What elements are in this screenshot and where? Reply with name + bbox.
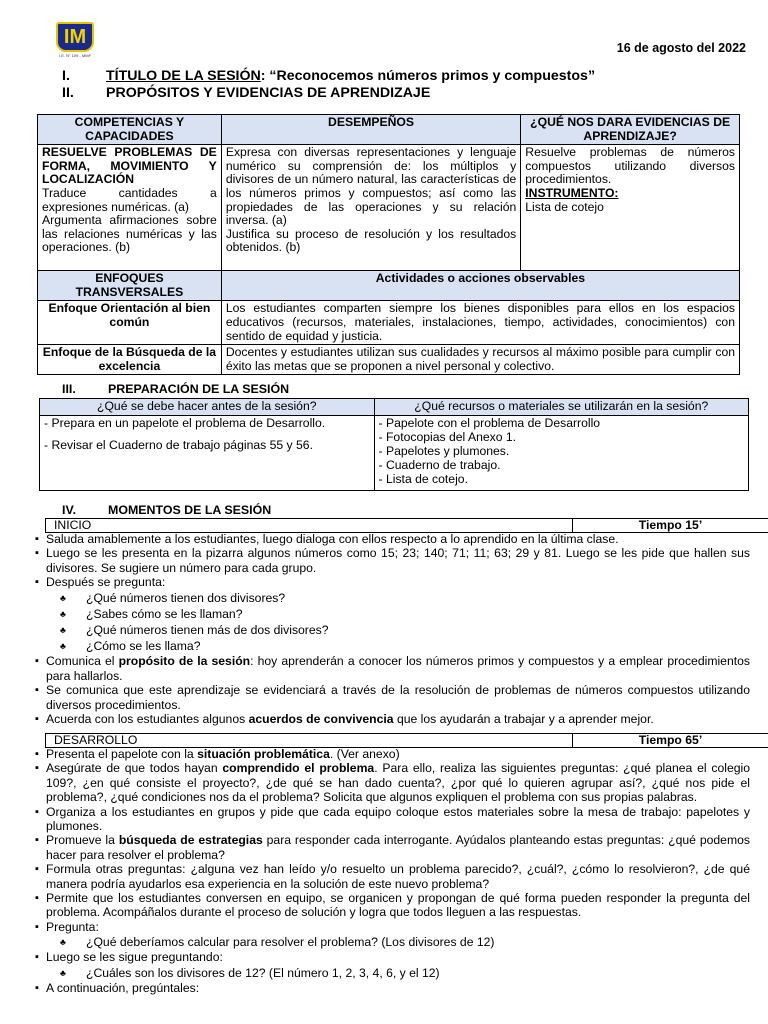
list-item: ▪ Comunica el propósito de la sesión: hoy aprenderán a conocer los números primos y compuestos y a emplear procedimientos para hallarlos. — [34, 654, 750, 683]
list-item: ▪ Asegúrate de que todos hayan comprendido el problema. Para ello, realiza las siguientes preguntas: ¿qué planea el colegio 109?, ¿en qué consiste el proyecto?, ¿de qué se han dado cuenta?, ¿por qué lo quieren agrupar así?, ¿qué nos pide el problema?, ¿qué condiciones nos da el problema? Solicita que algunos expliquen el problema con sus propias palabras. — [34, 761, 750, 804]
preparacion-table — [39, 398, 749, 491]
header-actividades: Actividades o acciones observables — [221, 271, 739, 301]
section-propositos-heading: II. PROPÓSITOS Y EVIDENCIAS DE APRENDIZAJE — [62, 85, 431, 101]
list-item: ▪ A continuación, pregúntales: — [34, 981, 750, 995]
list-item: ▪ Promueve la búsqueda de estrategias para responder cada interrogante. Ayúdalos planteando estas preguntas: ¿qué podemos hacer para resolver el problema? — [34, 833, 750, 862]
inicio-list — [34, 532, 750, 726]
recursos-cell — [374, 415, 748, 490]
desarrollo-list — [34, 747, 750, 996]
section-preparacion-heading: III. PREPARACIÓN DE LA SESIÓN — [62, 382, 290, 396]
list-item: ▪ Luego se les sigue preguntando: — [34, 950, 750, 964]
header-recursos: ¿Qué recursos o materiales se utilizarán en la sesión? — [374, 399, 748, 416]
header-competencias: COMPETENCIAS Y CAPACIDADES — [38, 115, 222, 145]
enfoque-bien-comun: Enfoque Orientación al bien común — [38, 301, 222, 345]
evidencias-cell: Resuelve problemas de números compuestos utilizando diversos procedimientos. INSTRUMENTO: Lista de cotejo — [521, 145, 740, 271]
question-item: ♣ ¿Qué números tienen dos divisores? — [34, 590, 750, 606]
header-desempenos: DESEMPEÑOS — [221, 115, 520, 145]
question-item: ♣ ¿Sabes cómo se les llaman? — [34, 606, 750, 622]
question-item: ♣ ¿Qué deberíamos calcular para resolver el problema? (Los divisores de 12) — [34, 934, 750, 950]
logo-shield-icon: IM — [56, 22, 94, 52]
header-antes: ¿Qué se debe hacer antes de la sesión? — [40, 399, 375, 416]
list-item: ▪ Luego se les presenta en la pizarra algunos números como 15; 23; 140; 71; 11; 63; 29 y 81. Luego se les pide que hallen sus divisores. Se sugiere un número para cada grupo. — [34, 546, 750, 575]
list-item: ▪ Se comunica que este aprendizaje se evidenciará a través de la resolución de problemas de números compuestos utilizando diversos procedimientos. — [34, 683, 750, 712]
list-item: ▪ Organiza a los estudiantes en grupos y pide que cada equipo coloque estos materiales sobre la mesa de trabajo: papelotes y plumones. — [34, 805, 750, 834]
antes-item: - Revisar el Cuaderno de trabajo páginas 55 y 56. — [44, 437, 313, 452]
school-logo: IM I.E. N° 109 - MMF — [56, 22, 94, 64]
recurso-item: - Papelotes y plumones. — [378, 443, 510, 458]
accion-bien-comun: Los estudiantes comparten siempre los bienes disponibles para ellos en los espacios educativos (recursos, materiales, instalaciones, tiempo, actividades, conocimientos) con sentido de equidad y justicia. — [221, 301, 739, 345]
list-item: ▪ Permite que los estudiantes conversen en equipo, se organicen y propongan de qué forma pueden responder la pregunta del problema. Acompáñalos durante el proceso de solución y logra que todos lleguen a las respuestas. — [34, 891, 750, 920]
antes-cell — [40, 415, 375, 490]
list-item: ▪ Acuerda con los estudiantes algunos acuerdos de convivencia que los ayudarán a trabajar y a aprender mejor. — [34, 712, 750, 726]
question-item: ♣ ¿Cómo se les llama? — [34, 638, 750, 654]
section-momentos-heading: IV. MOMENTOS DE LA SESIÓN — [62, 503, 272, 517]
question-item: ♣ ¿Qué números tienen más de dos divisores? — [34, 622, 750, 638]
antes-item: - Prepara en un papelote el problema de Desarrollo. — [44, 415, 326, 430]
enfoque-excelencia: Enfoque de la Búsqueda de la excelencia — [38, 345, 222, 375]
accion-excelencia: Docentes y estudiantes utilizan sus cualidades y recursos al máximo posible para cumplir con éxito las metas que se proponen a nivel personal y colectivo. — [221, 345, 739, 375]
list-item: ▪ Después se pregunta: — [34, 575, 750, 589]
propositos-table — [37, 114, 740, 375]
recurso-item: - Fotocopias del Anexo 1. — [378, 429, 517, 444]
list-item: ▪ Presenta el papelote con la situación problemática. (Ver anexo) — [34, 747, 750, 761]
list-item: ▪ Saluda amablemente a los estudiantes, luego dialoga con ellos respecto a lo aprendido en la última clase. — [34, 532, 750, 546]
header-enfoques: ENFOQUES TRANSVERSALES — [38, 271, 222, 301]
desempenos-cell: Expresa con diversas representaciones y lenguaje numérico su comprensión de: los múltiplos y divisores de un número natural, las características de los números primos y compuestos; así como las propiedades de las operaciones y su relación inversa. (a) Justifica su proceso de resolución y los resultados obtenidos. (b) — [221, 145, 520, 271]
recurso-item: - Cuaderno de trabajo. — [378, 457, 501, 472]
recurso-item: - Lista de cotejo. — [378, 471, 468, 486]
section-title-heading: I. TÍTULO DE LA SESIÓN: “Reconocemos números primos y compuestos” — [62, 68, 596, 84]
recurso-item: - Papelote con el problema de Desarrollo — [378, 415, 601, 430]
header-evidencias: ¿QUÉ NOS DARA EVIDENCIAS DE APRENDIZAJE? — [521, 115, 740, 145]
inicio-bar: INICIO Tiempo 15’ — [45, 518, 768, 533]
list-item: ▪ Formula otras preguntas: ¿alguna vez han leído y/o resuelto un problema parecido?, ¿cuál?, ¿cómo lo resolvieron?, ¿de qué manera podría ayudarlos esa experiencia en la solución de este nuevo problema? — [34, 862, 750, 891]
competencia-cell: RESUELVE PROBLEMAS DE FORMA, MOVIMIENTO Y LOCALIZACIÓN Traduce cantidades a expresiones numéricas. (a) Argumenta afirmaciones sobre las relaciones numéricas y las operaciones. (b) — [38, 145, 222, 271]
session-date: 16 de agosto del 2022 — [616, 41, 746, 55]
desarrollo-bar: DESARROLLO Tiempo 65’ — [45, 733, 768, 748]
list-item: ▪ Pregunta: — [34, 920, 750, 934]
question-item: ♣ ¿Cuáles son los divisores de 12? (El número 1, 2, 3, 4, 6, y el 12) — [34, 965, 750, 981]
